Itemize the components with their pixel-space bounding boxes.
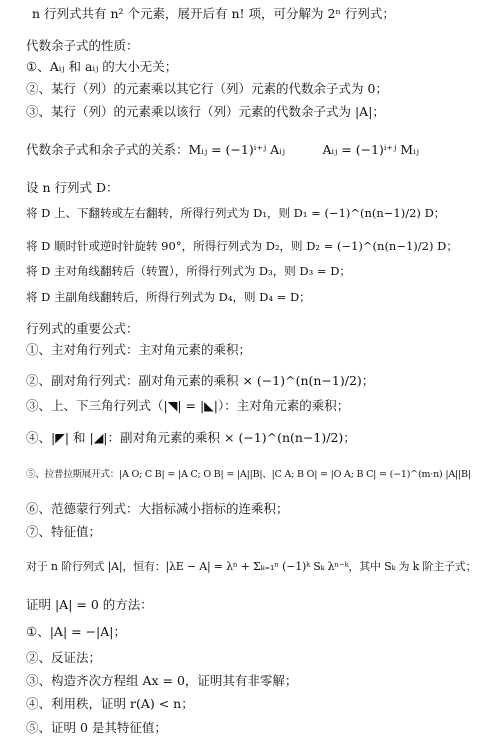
method-1: ①、|A| = −|A|； — [26, 624, 127, 639]
formula-characteristic: 对于 n 阶行列式 |A|，恒有：|λE − A| = λⁿ + Σₖ₌₁ⁿ (−1)ᵏ Sₖ λⁿ⁻ᵏ，其中 Sₖ 为 k 阶主子式； — [26, 560, 477, 573]
text-line-3: ①、Aᵢⱼ 和 aᵢⱼ 的大小无关； — [26, 59, 178, 74]
method-3: ③、构造齐次方程组 Ax = 0，证明其有非零解； — [26, 673, 298, 688]
text-line-5: ③、某行（列）的元素乘以该行（列）元素的代数余子式为 |A|； — [26, 104, 385, 119]
formula-laplace: ⑤、拉普拉斯展开式：|A O; C B| = |A C; O B| = |A||B|、|C A; B O| = |O A; B C| = (−1)^(m·n) |A||B| — [26, 469, 471, 480]
rule-flip: 将 D 上、下翻转或左右翻转，所得行列式为 D₁，则 D₁ = (−1)^(n(n−1)/2) D； — [26, 206, 446, 220]
formula-anti-triangular: ④、|◤| 和 |◢|：副对角元素的乘积 × (−1)^(n(n−1)/2)； — [26, 430, 356, 445]
section-heading-proof-methods: 证明 |A| = 0 的方法： — [26, 597, 153, 612]
section-heading-formulas: 行列式的重要公式： — [26, 321, 139, 336]
text-line-4: ②、某行（列）的元素乘以其它行（列）元素的代数余子式为 0； — [26, 81, 388, 96]
formula-vandermonde: ⑥、范德蒙行列式：大指标减小指标的连乘积； — [26, 501, 289, 516]
method-5: ⑤、证明 0 是其特征值； — [26, 720, 167, 735]
rule-rotate: 将 D 顺时针或逆时针旋转 90°，所得行列式为 D₂，则 D₂ = (−1)^(n(n−1)/2) D； — [26, 239, 458, 253]
rule-transpose: 将 D 主对角线翻转后（转置），所得行列式为 D₃，则 D₃ = D； — [26, 264, 351, 278]
section-heading-cofactor-properties: 代数余子式的性质： — [26, 38, 139, 53]
method-2: ②、反证法； — [26, 650, 102, 665]
rule-anti-diagonal: 将 D 主副角线翻转后，所得行列式为 D₄，则 D₄ = D； — [26, 290, 311, 304]
text-line-1: n 行列式共有 n² 个元素，展开后有 n! 项，可分解为 2ⁿ 行列式； — [32, 6, 395, 21]
formula-main-diagonal: ①、主对角行列式：主对角元素的乘积； — [26, 342, 252, 357]
formula-anti-diagonal: ②、副对角行列式：副对角元素的乘积 × (−1)^(n(n−1)/2)； — [26, 373, 375, 388]
section-heading-determinant-d: 设 n 行列式 D： — [26, 180, 119, 195]
formula-cofactor-minor: 代数余子式和余子式的关系：Mᵢⱼ = (−1)ⁱ⁺ʲ Aᵢⱼ Aᵢⱼ = (−1)ⁱ⁺ʲ Mᵢⱼ — [26, 142, 419, 157]
formula-triangular: ③、上、下三角行列式（|◥| = |◣|）：主对角元素的乘积； — [26, 398, 350, 413]
text-eigenvalue: ⑦、特征值； — [26, 524, 102, 539]
method-4: ④、利用秩，证明 r(A) < n； — [26, 696, 194, 711]
